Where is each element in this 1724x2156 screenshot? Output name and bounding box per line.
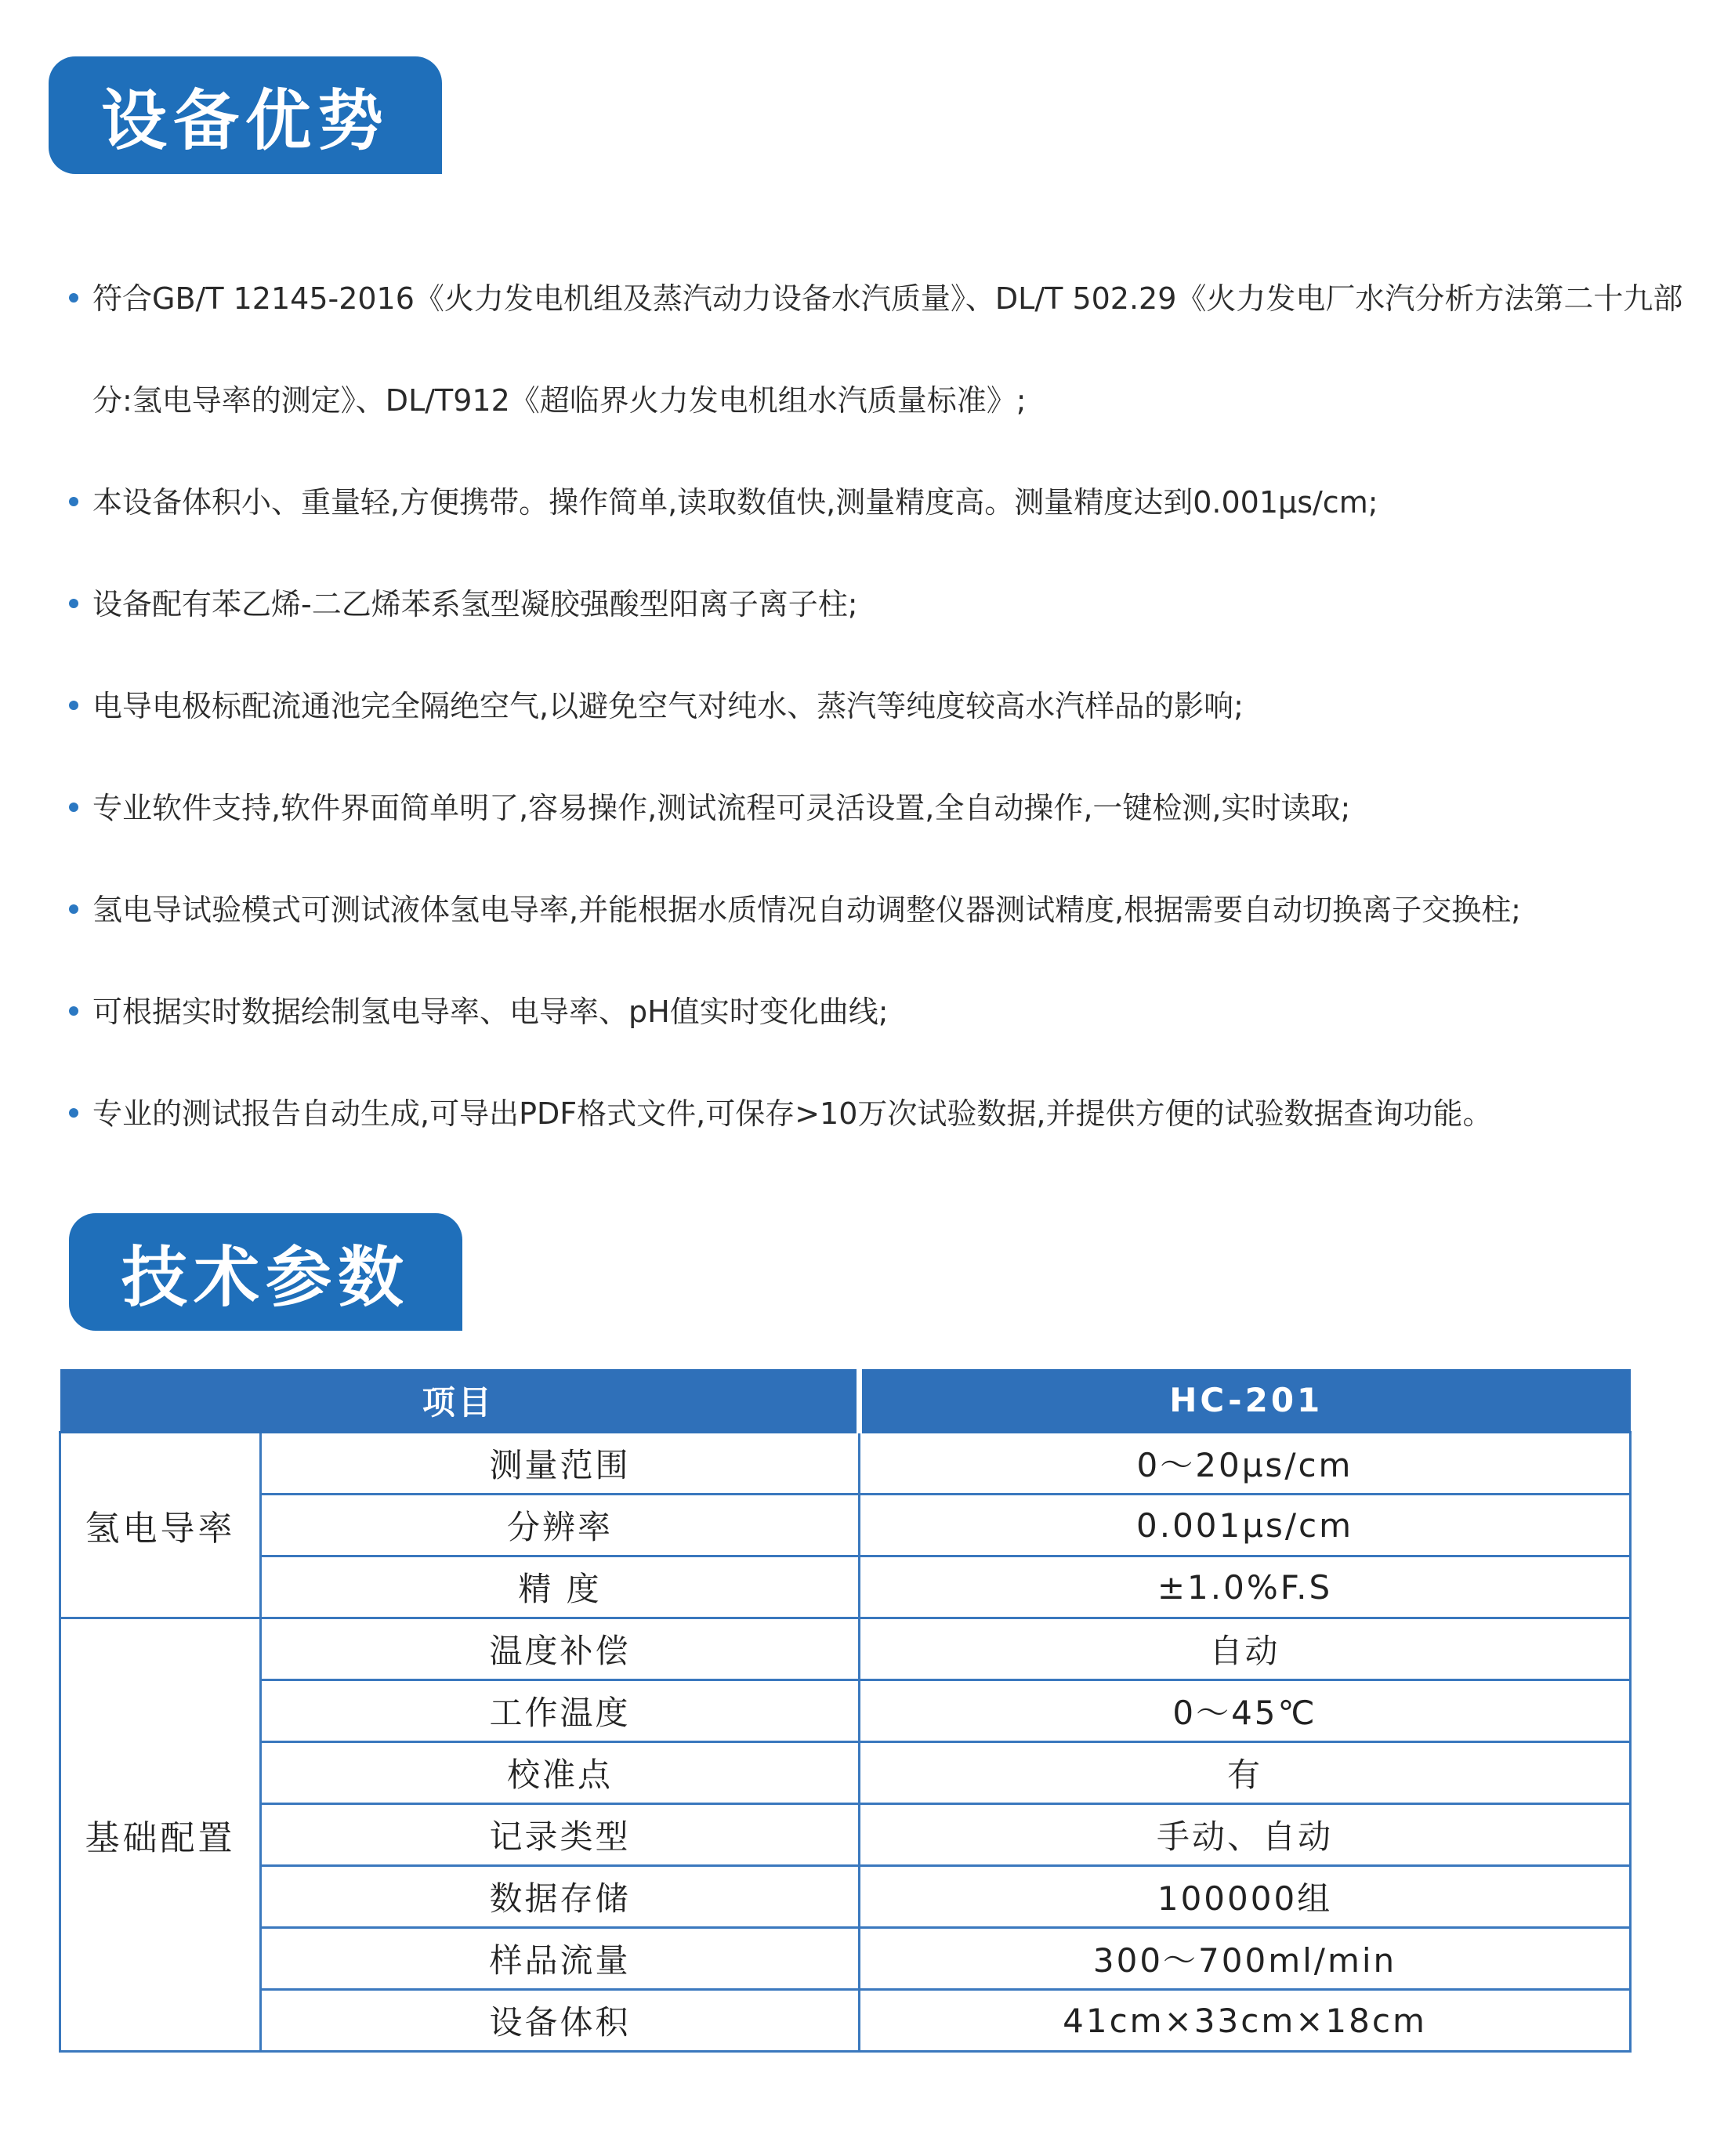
spec-item: 校准点 <box>261 1742 860 1804</box>
spec-value: 100000组 <box>860 1866 1631 1928</box>
advantage-text: 可根据实时数据绘制氢电导率、电导率、pH值实时变化曲线; <box>92 995 889 1029</box>
bullet-dot-icon <box>69 1108 78 1118</box>
bullet-dot-icon <box>69 1006 78 1016</box>
table-row <box>60 1990 1631 2052</box>
spec-item: 工作温度 <box>261 1680 860 1742</box>
advantages-list <box>69 248 1683 1165</box>
advantage-item <box>69 859 1683 961</box>
advantage-item <box>69 655 1683 757</box>
spec-item: 测量范围 <box>261 1433 860 1495</box>
header-model: HC-201 <box>860 1369 1631 1433</box>
advantage-item <box>69 248 1683 451</box>
advantage-item <box>69 451 1683 553</box>
advantage-item <box>69 553 1683 655</box>
table-row <box>60 1804 1631 1866</box>
spec-value: 0.001μs/cm <box>860 1495 1631 1556</box>
table-row <box>60 1618 1631 1680</box>
table-row <box>60 1742 1631 1804</box>
group-name: 氢电导率 <box>60 1433 261 1618</box>
spec-value: ±1.0%F.S <box>860 1556 1631 1618</box>
table-row <box>60 1680 1631 1742</box>
spec-value: 41cm×33cm×18cm <box>860 1990 1631 2052</box>
bullet-dot-icon <box>69 293 78 303</box>
spec-value: 有 <box>860 1742 1631 1804</box>
bullet-dot-icon <box>69 599 78 608</box>
advantage-text: 专业软件支持,软件界面简单明了,容易操作,测试流程可灵活设置,全自动操作,一键检测,实时读取; <box>92 791 1351 825</box>
advantage-item <box>69 757 1683 859</box>
advantage-text: 本设备体积小、重量轻,方便携带。操作简单,读取数值快,测量精度高。测量精度达到0.001μs/cm; <box>92 485 1378 520</box>
spec-table <box>59 1369 1632 2053</box>
spec-value: 手动、自动 <box>860 1804 1631 1866</box>
bullet-dot-icon <box>69 497 78 506</box>
bullet-dot-icon <box>69 701 78 710</box>
header-item: 项目 <box>60 1369 860 1433</box>
advantage-text: 符合GB/T 12145-2016《火力发电机组及蒸汽动力设备水汽质量》、DL/T 502.29《火力发电厂水汽分析方法第二十九部分:氢电导率的测定》、DL/T912《超临界火力发电机组水汽质量标准》; <box>92 281 1683 418</box>
spec-value: 300～700ml/min <box>860 1928 1631 1990</box>
table-row <box>60 1433 1631 1495</box>
advantage-item <box>69 1063 1683 1165</box>
spec-value: 0～45℃ <box>860 1680 1631 1742</box>
advantage-text: 电导电极标配流通池完全隔绝空气,以避免空气对纯水、蒸汽等纯度较高水汽样品的影响; <box>92 689 1244 723</box>
table-header-row <box>60 1369 1631 1433</box>
advantage-text: 设备配有苯乙烯-二乙烯苯系氢型凝胶强酸型阳离子离子柱; <box>92 587 858 621</box>
spec-item: 数据存储 <box>261 1866 860 1928</box>
bullet-dot-icon <box>69 904 78 914</box>
advantages-section-title: 设备优势 <box>49 56 442 174</box>
spec-item: 设备体积 <box>261 1990 860 2052</box>
spec-item: 分辨率 <box>261 1495 860 1556</box>
advantage-item <box>69 961 1683 1063</box>
spec-item: 温度补偿 <box>261 1618 860 1680</box>
table-row <box>60 1495 1631 1556</box>
spec-value: 自动 <box>860 1618 1631 1680</box>
spec-item: 样品流量 <box>261 1928 860 1990</box>
table-row <box>60 1556 1631 1618</box>
table-row <box>60 1928 1631 1990</box>
spec-value: 0～20μs/cm <box>860 1433 1631 1495</box>
spec-item: 精 度 <box>261 1556 860 1618</box>
advantage-text: 氢电导试验模式可测试液体氢电导率,并能根据水质情况自动调整仪器测试精度,根据需要自动切换离子交换柱; <box>92 893 1521 927</box>
spec-item: 记录类型 <box>261 1804 860 1866</box>
bullet-dot-icon <box>69 803 78 812</box>
specs-section-title: 技术参数 <box>69 1213 462 1331</box>
group-name: 基础配置 <box>60 1618 261 2052</box>
advantage-text: 专业的测试报告自动生成,可导出PDF格式文件,可保存>10万次试验数据,并提供方便的试验数据查询功能。 <box>92 1096 1493 1131</box>
table-row <box>60 1866 1631 1928</box>
